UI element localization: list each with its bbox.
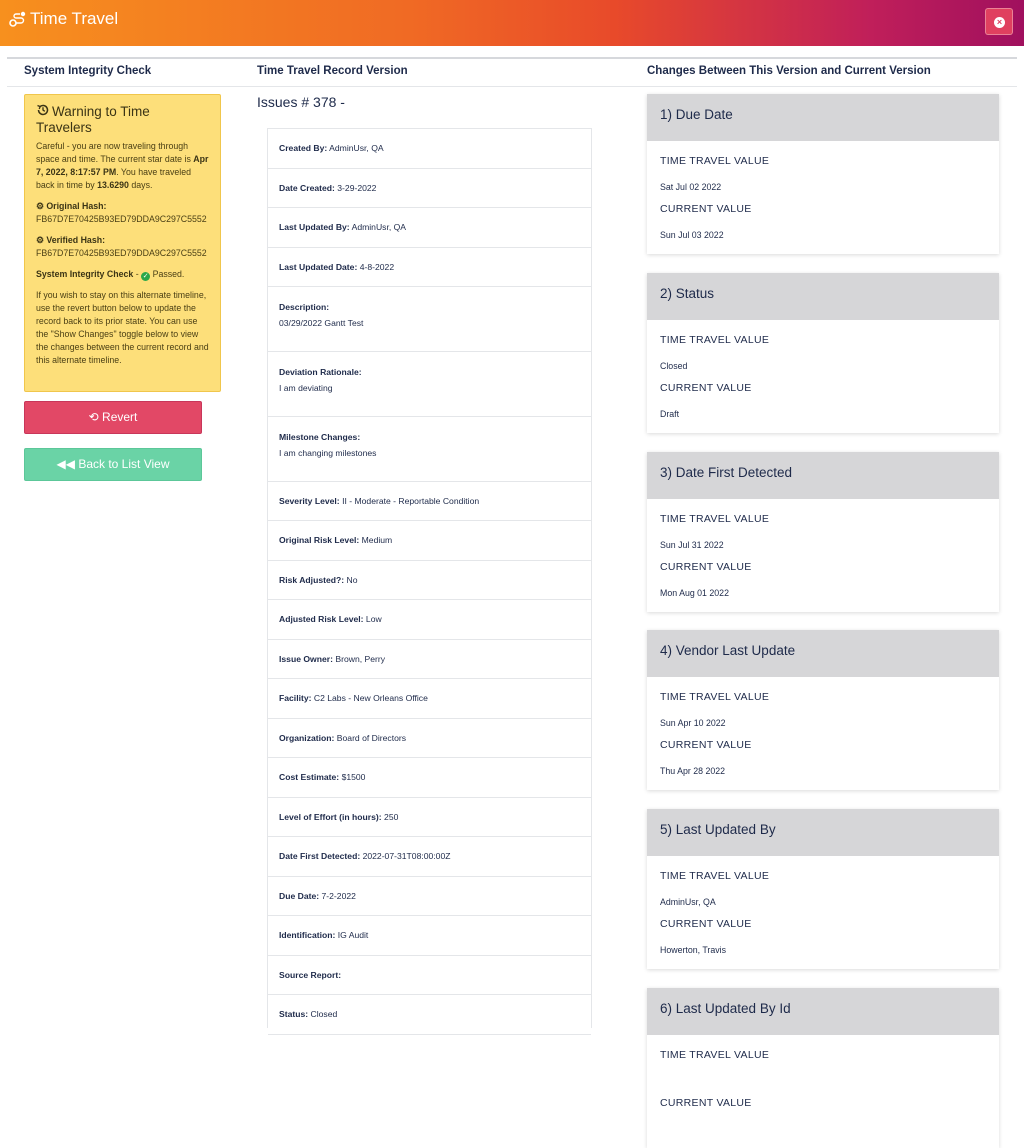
issue-title: Issues # 378 - [257, 94, 345, 110]
record-row [268, 758, 591, 798]
record-field-value: 2022-07-31T08:00:00Z [362, 851, 451, 861]
record-field-label: Identification: [279, 930, 336, 940]
change-card [647, 94, 999, 254]
original-hash-block [36, 200, 209, 226]
record-field-value: 250 [384, 811, 399, 822]
current-value: Thu Apr 28 2022 [660, 766, 726, 776]
record-field-value: 03/29/2022 Gantt Test [279, 318, 364, 328]
change-card-title: 2) Status [647, 273, 999, 320]
record-field-value: 3-29-2022 [337, 182, 377, 193]
record-field-value: $1500 [341, 772, 366, 782]
record-field-label: Date Created: [279, 182, 335, 193]
top-bar [0, 0, 1024, 46]
column-header-integrity: System Integrity Check [24, 65, 152, 77]
current-value-label: CURRENT VALUE [660, 918, 752, 930]
record-field-value: II - Moderate - Reportable Condition [342, 495, 480, 506]
verified-hash-block [36, 234, 209, 260]
change-card [647, 809, 999, 969]
record-row [268, 561, 591, 600]
record-row [268, 719, 591, 758]
current-value: Howerton, Travis [660, 945, 726, 955]
record-field-label: Date First Detected: [279, 851, 361, 861]
record-field-line [279, 496, 479, 506]
record-field-label: Risk Adjusted?: [279, 574, 345, 585]
record-field-line [279, 1009, 337, 1019]
change-card-body [647, 141, 999, 254]
record-list [267, 128, 592, 1028]
current-value-label: CURRENT VALUE [660, 739, 752, 751]
record-field-label: Original Risk Level: [279, 535, 360, 545]
record-field-value: No [346, 574, 358, 585]
history-icon [36, 103, 50, 117]
record-field-line [279, 654, 385, 664]
record-row [268, 600, 591, 640]
warning-title-text: Warning to Time Travelers [36, 104, 150, 135]
change-card [647, 630, 999, 790]
record-field-label: Last Updated Date: [279, 261, 358, 272]
time-travel-value-label: TIME TRAVEL VALUE [660, 513, 770, 525]
intro-text-2: . You have traveled back in time by [36, 167, 192, 190]
record-field-value: Closed [310, 1009, 338, 1019]
record-row [268, 521, 591, 561]
intro-text: Careful - you are now traveling through space and time. The current star date is [36, 141, 194, 164]
record-field-line [279, 143, 384, 153]
record-row [268, 798, 591, 837]
record-field-line [279, 772, 365, 782]
close-button[interactable] [985, 8, 1013, 35]
record-row [268, 916, 591, 956]
warning-panel [24, 94, 221, 392]
current-value: Mon Aug 01 2022 [660, 588, 729, 598]
column-header-record: Time Travel Record Version [257, 65, 408, 77]
change-card-body [647, 320, 999, 433]
record-field-label: Organization: [279, 732, 335, 743]
record-row [268, 169, 591, 208]
time-travel-value: Sun Apr 10 2022 [660, 718, 726, 728]
record-row [268, 417, 591, 482]
warning-title [36, 103, 209, 136]
change-card [647, 452, 999, 612]
time-travel-value-label: TIME TRAVEL VALUE [660, 870, 770, 882]
record-field-line [279, 733, 406, 743]
record-row [268, 995, 591, 1035]
record-field-line [279, 535, 392, 545]
record-field-label: Cost Estimate: [279, 772, 340, 782]
change-card [647, 988, 999, 1148]
change-card-body [647, 1035, 999, 1148]
header-divider-bottom [7, 86, 1017, 87]
record-field-label: Issue Owner: [279, 653, 333, 664]
record-field-label: Status: [279, 1009, 309, 1019]
column-header-changes: Changes Between This Version and Current Version [647, 65, 931, 77]
record-field-value: C2 Labs - New Orleans Office [313, 693, 428, 703]
record-field-value: Medium [361, 535, 393, 545]
time-travel-value-label: TIME TRAVEL VALUE [660, 691, 770, 703]
record-row [268, 679, 591, 719]
current-value-label: CURRENT VALUE [660, 561, 752, 573]
record-field-line [279, 930, 368, 940]
integrity-check-status: Passed. [152, 269, 185, 279]
intro-text-3: days. [128, 180, 153, 190]
time-travel-value-label: TIME TRAVEL VALUE [660, 1049, 770, 1061]
record-field-line [279, 970, 341, 980]
change-card-body [647, 499, 999, 612]
record-field-value: Board of Directors [336, 732, 407, 743]
record-field-label: Last Updated By: [279, 222, 350, 232]
record-field-label: Source Report: [279, 969, 342, 980]
record-field-line [279, 891, 356, 901]
check-circle-icon: ✓ [142, 273, 149, 280]
hash-icon: ⚙ [36, 235, 44, 245]
record-field-label: Due Date: [279, 890, 320, 901]
time-travel-value: AdminUsr, QA [660, 897, 716, 907]
change-card-body [647, 677, 999, 790]
record-row [268, 640, 591, 679]
record-row [268, 956, 591, 995]
record-field-line [279, 262, 394, 272]
change-card-title: 3) Date First Detected [647, 452, 999, 499]
warning-instructions: If you wish to stay on this alternate timeline, use the revert button below to update the record back to its prior state. You can use the "Show Changes" toggle below to view the changes between the current record and this alternate timeline. [36, 290, 209, 365]
history-icon: ⟲ [88, 410, 99, 424]
record-field-value: Low [365, 614, 382, 624]
verified-hash-value: FB67D7E70425B93ED79DDA9C297C5552 [36, 248, 207, 258]
star-date: Apr 7, 2022, 8:17:57 PM [36, 154, 209, 177]
record-field-label: Description: [279, 302, 330, 312]
record-field-line [279, 614, 382, 624]
backward-icon: ◀◀ [56, 457, 75, 471]
change-card-body [647, 856, 999, 969]
current-value: Draft [660, 409, 680, 419]
current-value-label: CURRENT VALUE [660, 203, 752, 215]
header-divider [7, 57, 1017, 59]
record-field-line [279, 851, 451, 861]
record-field-value: 4-8-2022 [359, 261, 395, 272]
hash-icon: ⚙ [36, 201, 44, 211]
record-field-label: Deviation Rationale: [279, 367, 362, 377]
warning-intro [36, 140, 209, 192]
time-travel-value-label: TIME TRAVEL VALUE [660, 334, 770, 346]
time-travel-value: Sat Jul 02 2022 [660, 182, 722, 192]
verified-hash-label: Verified Hash: [46, 235, 106, 245]
record-field-value: I am deviating [279, 383, 333, 393]
integrity-check-sep: - [133, 269, 142, 279]
days-traveled: 13.6290 [97, 180, 129, 190]
record-row [268, 877, 591, 916]
record-field-label: Created By: [279, 143, 328, 153]
change-card-title: 6) Last Updated By Id [647, 988, 999, 1035]
record-row [268, 352, 591, 417]
change-card-title: 4) Vendor Last Update [647, 630, 999, 677]
time-travel-value-label: TIME TRAVEL VALUE [660, 155, 770, 167]
original-hash-value: FB67D7E70425B93ED79DDA9C297C5552 [36, 214, 207, 224]
record-row [268, 208, 591, 248]
revert-button[interactable] [24, 401, 202, 434]
record-field-value: AdminUsr, QA [329, 143, 384, 153]
record-field-line [279, 222, 406, 232]
record-field-value: I am changing milestones [279, 448, 377, 458]
record-field-label: Adjusted Risk Level: [279, 614, 364, 624]
record-row [268, 248, 591, 287]
current-value-label: CURRENT VALUE [660, 382, 752, 394]
revert-label: Revert [102, 410, 138, 424]
back-to-list-button[interactable] [24, 448, 202, 481]
close-icon: × [994, 17, 1005, 28]
change-card [647, 273, 999, 433]
change-card-title: 1) Due Date [647, 94, 999, 141]
record-field-line [279, 812, 398, 822]
record-field-line [279, 575, 358, 585]
record-row [268, 287, 591, 352]
current-value: Sun Jul 03 2022 [660, 230, 724, 240]
back-label: Back to List View [78, 457, 170, 471]
original-hash-label: Original Hash: [46, 201, 107, 211]
integrity-check-label: System Integrity Check [36, 269, 134, 279]
integrity-check-line [36, 268, 209, 281]
route-icon [9, 10, 27, 28]
record-field-value: 7-2-2022 [321, 890, 356, 901]
record-field-line [279, 693, 428, 703]
record-field-label: Level of Effort (in hours): [279, 811, 382, 822]
current-value-label: CURRENT VALUE [660, 1097, 752, 1109]
app-title: Time Travel [30, 9, 119, 28]
record-field-label: Milestone Changes: [279, 432, 361, 442]
record-field-label: Severity Level: [279, 495, 340, 506]
record-row [268, 837, 591, 877]
record-field-label: Facility: [279, 693, 312, 703]
time-travel-value: Sun Jul 31 2022 [660, 540, 724, 550]
record-field-value: AdminUsr, QA [351, 222, 407, 232]
time-travel-value: Closed [660, 361, 688, 371]
record-row [268, 482, 591, 521]
change-card-title: 5) Last Updated By [647, 809, 999, 856]
record-field-line [279, 183, 376, 193]
record-field-value: Brown, Perry [335, 653, 386, 664]
record-row [268, 129, 591, 169]
record-field-value: IG Audit [337, 930, 369, 940]
